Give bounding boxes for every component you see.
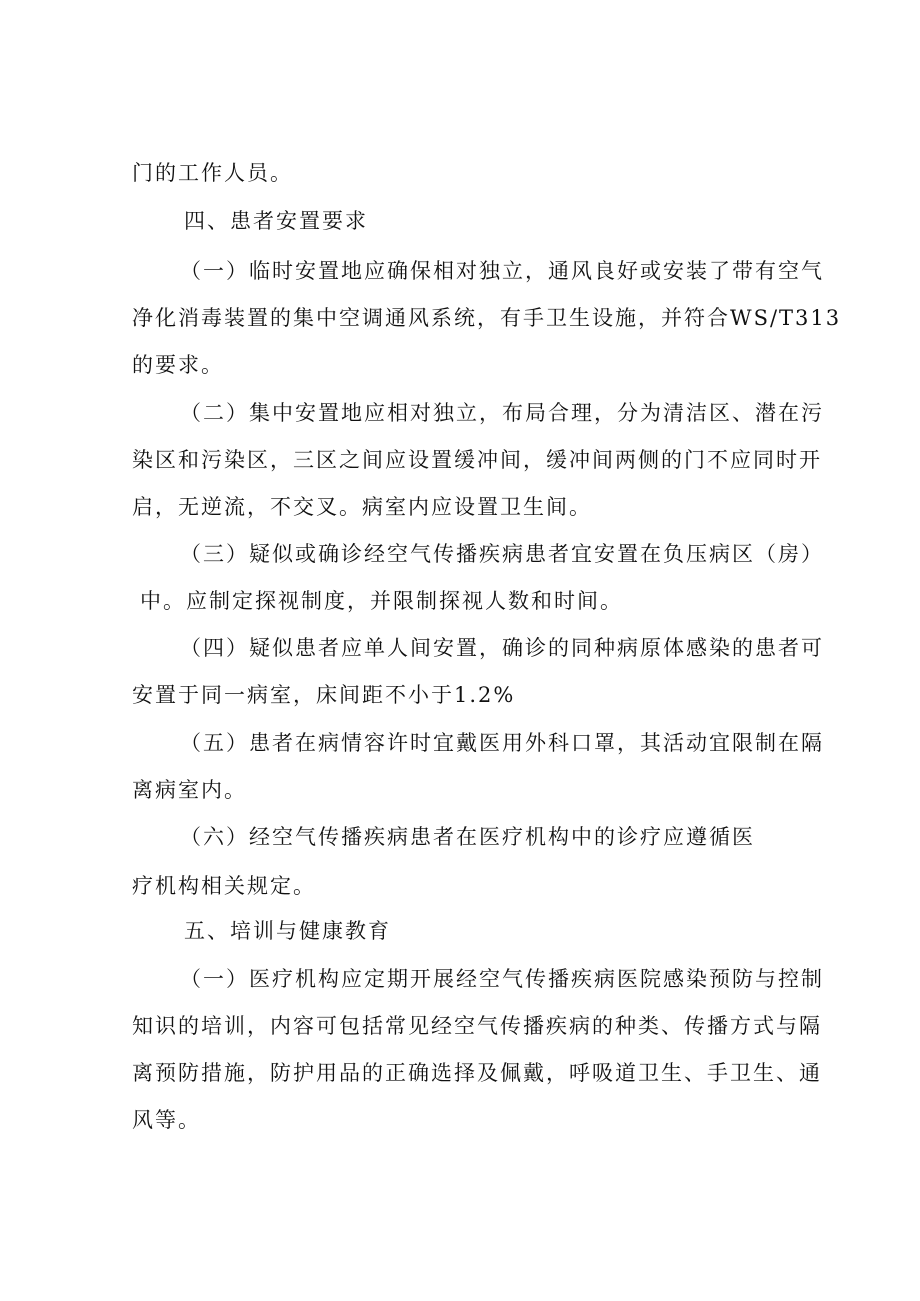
text-line: 安置于同一病室，床间距不小于1.2% (132, 683, 516, 707)
text-line: 疗机构相关规定。 (132, 874, 316, 898)
text-line: 风等。 (132, 1108, 201, 1132)
text-line: 离病室内。 (132, 778, 247, 802)
text-line: 的要求。 (132, 353, 224, 377)
text-line: 中。应制定探视制度，并限制探视人数和时间。 (140, 589, 623, 613)
text-line: 启，无逆流，不交叉。病室内应设置卫生间。 (132, 495, 592, 519)
text-line: （四）疑似患者应单人间安置，确诊的同种病原体感染的患者可 (180, 636, 824, 660)
text-line: 离预防措施，防护用品的正确选择及佩戴，呼吸道卫生、手卫生、通 (132, 1061, 822, 1085)
text-line: 门的工作人员。 (132, 161, 293, 185)
text-line: 净化消毒装置的集中空调通风系统，有手卫生设施，并符合WS/T313 (132, 306, 842, 330)
text-line: （一）临时安置地应确保相对独立，通风良好或安装了带有空气 (180, 259, 824, 283)
text-line: （一）医疗机构应定期开展经空气传播疾病医院感染预防与控制 (180, 967, 824, 991)
text-line: （五）患者在病情容许时宜戴医用外科口罩，其活动宜限制在隔 (180, 731, 824, 755)
text-line: 染区和污染区，三区之间应设置缓冲间，缓冲间两侧的门不应同时开 (132, 448, 822, 472)
text-line: （三）疑似或确诊经空气传播疾病患者宜安置在负压病区（房） (180, 542, 824, 566)
text-line: （六）经空气传播疾病患者在医疗机构中的诊疗应遵循医 (180, 825, 755, 849)
text-line: （二）集中安置地应相对独立，布局合理，分为清洁区、潜在污 (180, 401, 824, 425)
text-line: 知识的培训，内容可包括常见经空气传播疾病的种类、传播方式与隔 (132, 1014, 822, 1038)
section-heading: 五、培训与健康教育 (184, 919, 391, 943)
section-heading: 四、患者安置要求 (184, 209, 368, 233)
